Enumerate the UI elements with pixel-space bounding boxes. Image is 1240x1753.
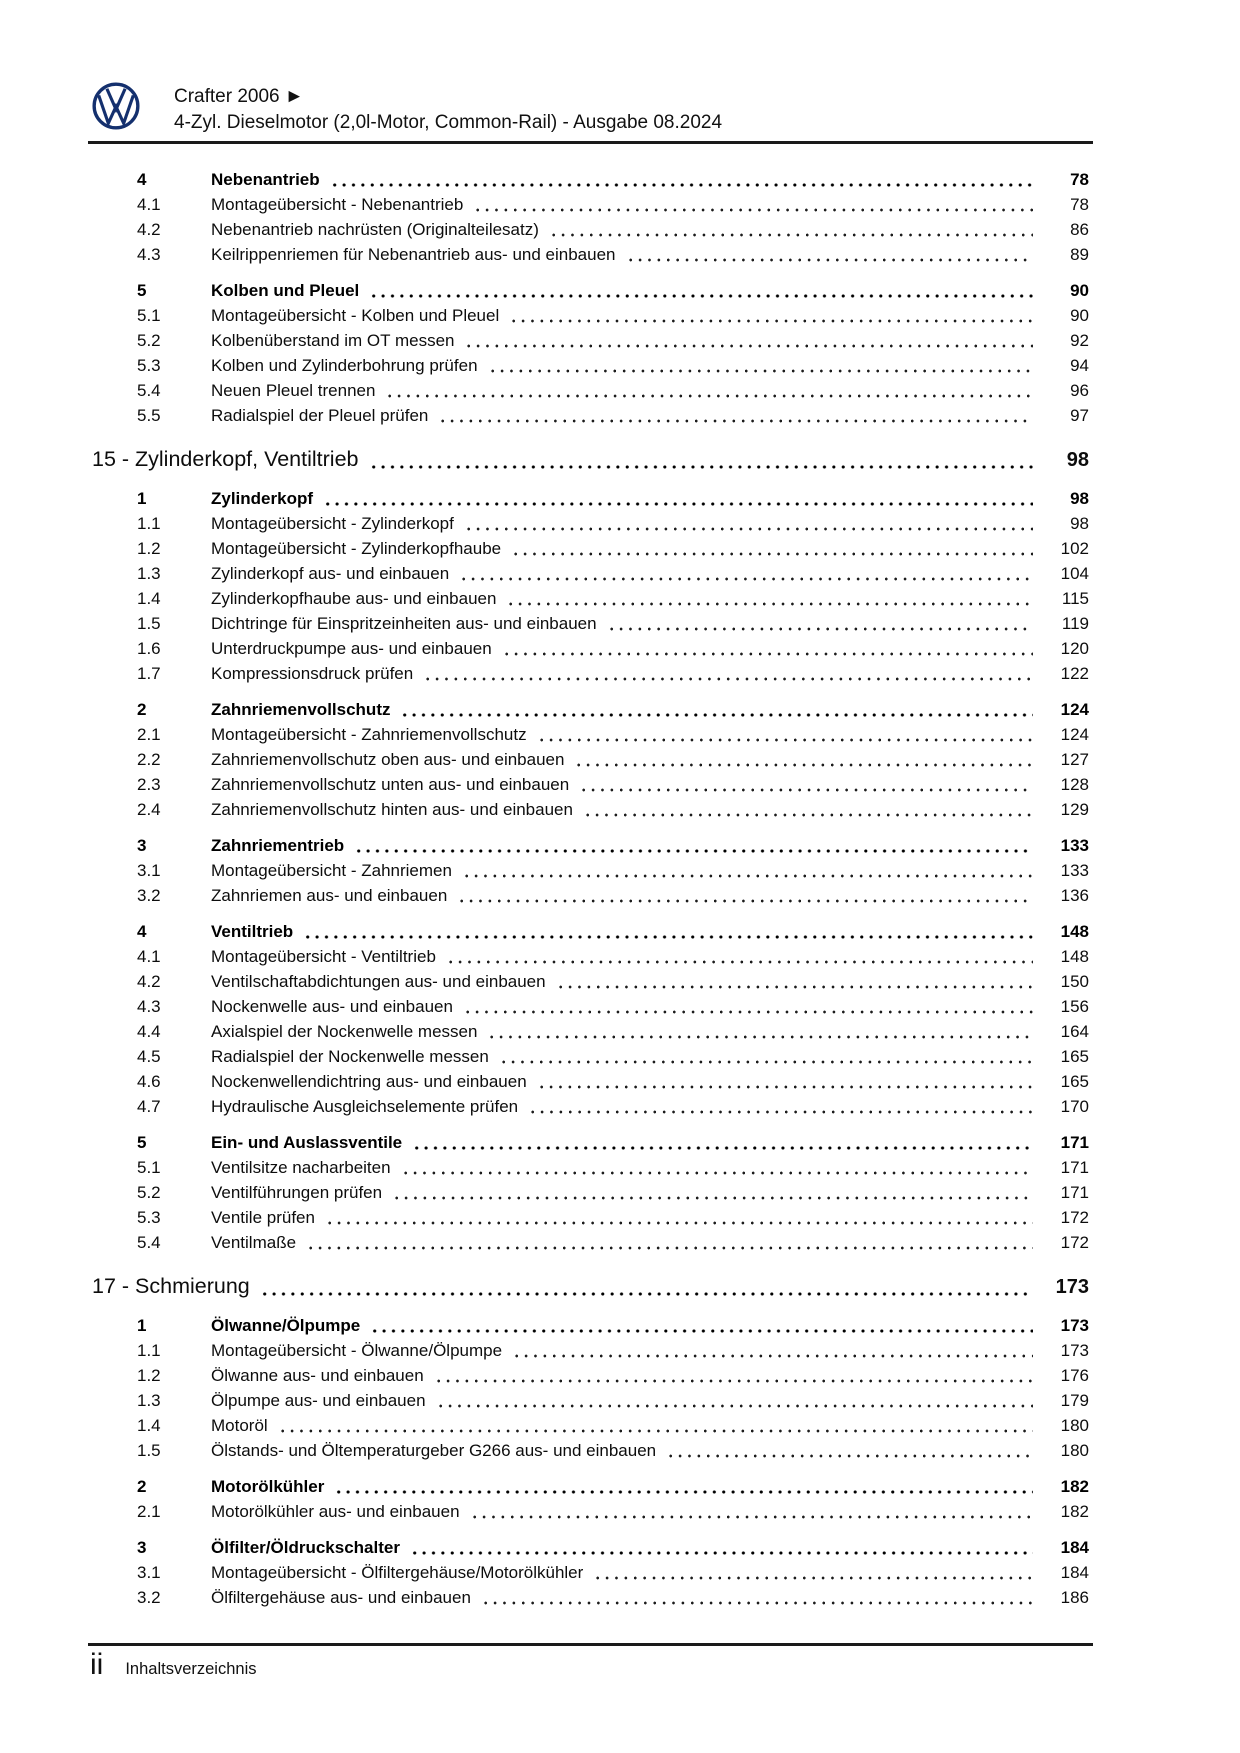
toc-entry xyxy=(92,403,1089,428)
dot-leader xyxy=(325,1221,1033,1225)
toc-chapter-heading xyxy=(92,1271,1089,1302)
toc-entry-number: 5.1 xyxy=(137,306,161,325)
toc-entry-number: 3.2 xyxy=(137,886,161,905)
toc-entry-title: Nockenwellendichtring aus- und einbauen xyxy=(211,1072,527,1091)
toc-entry-page: 104 xyxy=(1060,564,1089,583)
toc-entry-title: Ventile prüfen xyxy=(211,1208,315,1227)
toc-entry-number: 4.2 xyxy=(137,220,161,239)
dot-leader xyxy=(487,1035,1033,1039)
dot-leader xyxy=(330,183,1033,187)
dot-leader xyxy=(537,1085,1033,1089)
toc-entry-page: 128 xyxy=(1060,775,1089,794)
toc-entry xyxy=(92,1044,1089,1069)
toc-entry-number: 4.3 xyxy=(137,997,161,1016)
toc-entry-title: Montageübersicht - Ölwanne/Ölpumpe xyxy=(211,1341,503,1360)
toc-entry-number: 3.1 xyxy=(137,1563,161,1582)
toc-chapter-title: 15 - Zylinderkopf, Ventiltrieb xyxy=(92,447,359,471)
toc-entry-title: Nebenantrieb xyxy=(211,170,320,189)
toc-entry-page: 98 xyxy=(1070,514,1089,533)
toc-entry-page: 86 xyxy=(1070,220,1089,239)
dot-leader xyxy=(278,1429,1033,1433)
toc-entry-title: Montageübersicht - Nebenantrieb xyxy=(211,195,464,214)
toc-entry-number: 4.3 xyxy=(137,245,161,264)
toc-entry-title: Nockenwelle aus- und einbauen xyxy=(211,997,453,1016)
toc-entry-title: Ventiltrieb xyxy=(211,922,294,941)
dot-leader xyxy=(579,788,1033,792)
toc-entry-title: Motorölkühler xyxy=(211,1477,325,1496)
toc-entry-page: 122 xyxy=(1060,664,1089,683)
toc-entry-number: 1.5 xyxy=(137,614,161,633)
toc-entry xyxy=(92,1388,1089,1413)
toc-entry-page: 96 xyxy=(1070,381,1089,400)
toc-entry-title: Dichtringe für Einspritzeinheiten aus- und einbauen xyxy=(211,614,597,633)
dot-leader xyxy=(385,394,1033,398)
toc-entry-title: Zahnriemen aus- und einbauen xyxy=(211,886,448,905)
toc-entry xyxy=(92,167,1089,192)
toc-entry-title: Ölstands- und Öltemperaturgeber G266 aus- und einbauen xyxy=(211,1441,657,1460)
toc-entry-number: 3.2 xyxy=(137,1588,161,1607)
header-subtitle-line: 4-Zyl. Dieselmotor (2,0l-Motor, Common-Rail) - Ausgabe 08.2024 xyxy=(174,112,723,133)
dot-leader xyxy=(556,985,1033,989)
toc-entry-title: Ölpumpe aus- und einbauen xyxy=(211,1391,426,1410)
dot-leader xyxy=(459,577,1033,581)
toc-entry xyxy=(92,661,1089,686)
dot-leader xyxy=(488,369,1033,373)
toc-entry-number: 5.3 xyxy=(137,356,161,375)
toc-entry-number: 1.6 xyxy=(137,639,161,658)
toc-entry xyxy=(92,944,1089,969)
toc-entry-title: Kolben und Pleuel xyxy=(211,281,360,300)
toc-entry-number: 1 xyxy=(137,1316,147,1335)
toc-entry-page: 171 xyxy=(1060,1158,1089,1177)
dot-leader xyxy=(334,1490,1033,1494)
toc-entry-title: Hydraulische Ausgleichselemente prüfen xyxy=(211,1097,519,1116)
dot-leader xyxy=(549,233,1033,237)
dot-leader xyxy=(370,1329,1033,1333)
toc-entry xyxy=(92,278,1089,303)
toc-entry-page: 119 xyxy=(1061,614,1089,633)
toc-chapter-title: 17 - Schmierung xyxy=(92,1274,250,1298)
vw-logo-icon xyxy=(92,82,140,130)
toc-entry xyxy=(92,561,1089,586)
footer-page-number: ii xyxy=(90,1648,104,1681)
toc-entry xyxy=(92,858,1089,883)
footer xyxy=(90,1646,257,1684)
toc-entry-page: 165 xyxy=(1060,1047,1089,1066)
toc xyxy=(92,156,1089,1610)
dot-leader xyxy=(464,527,1033,531)
toc-entry-title: Ventilmaße xyxy=(211,1233,297,1252)
toc-entry xyxy=(92,772,1089,797)
toc-entry-number: 5.2 xyxy=(137,331,161,350)
dot-leader xyxy=(260,1292,1033,1296)
toc-entry-page: 165 xyxy=(1060,1072,1089,1091)
toc-entry-number: 2.1 xyxy=(137,725,161,744)
toc-entry-page: 171 xyxy=(1060,1183,1089,1202)
toc-entry-page: 173 xyxy=(1060,1316,1089,1335)
dot-leader xyxy=(434,1379,1033,1383)
toc-entry-title: Axialspiel der Nockenwelle messen xyxy=(211,1022,478,1041)
toc-entry-title: Unterdruckpumpe aus- und einbauen xyxy=(211,639,492,658)
toc-entry-page: 180 xyxy=(1060,1416,1089,1435)
dot-leader xyxy=(303,935,1033,939)
dot-leader xyxy=(412,1146,1033,1150)
dot-leader xyxy=(436,1404,1033,1408)
toc-entry-number: 1.2 xyxy=(137,539,161,558)
toc-entry xyxy=(92,486,1089,511)
dot-leader xyxy=(323,502,1033,506)
toc-entry xyxy=(92,1585,1089,1610)
toc-entry-title: Motoröl xyxy=(211,1416,268,1435)
dot-leader xyxy=(499,1060,1033,1064)
dot-leader xyxy=(512,1354,1033,1358)
toc-entry-number: 5.3 xyxy=(137,1208,161,1227)
dot-leader xyxy=(506,602,1033,606)
toc-entry xyxy=(92,1230,1089,1255)
toc-entry-page: 124 xyxy=(1060,700,1089,719)
toc-entry xyxy=(92,328,1089,353)
toc-entry-page: 173 xyxy=(1060,1341,1089,1360)
toc-entry-number: 5.4 xyxy=(137,381,161,400)
dot-leader xyxy=(470,1515,1033,1519)
toc-entry xyxy=(92,192,1089,217)
toc-entry-title: Montageübersicht - Ölfiltergehäuse/Motorölkühler xyxy=(211,1563,584,1582)
toc-entry-number: 1.4 xyxy=(137,1416,161,1435)
toc-entry-page: 92 xyxy=(1070,331,1089,350)
toc-entry-title: Zahnriemenvollschutz unten aus- und einbauen xyxy=(211,775,570,794)
toc-entry-page: 170 xyxy=(1060,1097,1089,1116)
toc-entry xyxy=(92,1019,1089,1044)
toc-entry-page: 78 xyxy=(1070,170,1089,189)
toc-entry-number: 4 xyxy=(137,922,147,941)
toc-entry-page: 171 xyxy=(1060,1133,1089,1152)
toc-entry xyxy=(92,511,1089,536)
toc-entry-number: 5.5 xyxy=(137,406,161,425)
dot-leader xyxy=(457,899,1033,903)
toc-entry-number: 4.1 xyxy=(137,195,161,214)
toc-entry xyxy=(92,611,1089,636)
dot-leader xyxy=(354,849,1033,853)
toc-entry-title: Montageübersicht - Kolben und Pleuel xyxy=(211,306,500,325)
toc-entry-title: Montageübersicht - Zylinderkopf xyxy=(211,514,454,533)
toc-entry-page: 156 xyxy=(1060,997,1089,1016)
dot-leader xyxy=(626,258,1034,262)
toc-entry-number: 2.2 xyxy=(137,750,161,769)
dot-leader xyxy=(583,813,1033,817)
dot-leader xyxy=(462,874,1033,878)
toc-entry-page: 115 xyxy=(1061,589,1089,608)
toc-entry-title: Ein- und Auslassventile xyxy=(211,1133,403,1152)
toc-entry-title: Zahnriemenvollschutz hinten aus- und einbauen xyxy=(211,800,573,819)
toc-entry-page: 136 xyxy=(1060,886,1089,905)
toc-chapter-page: 98 xyxy=(1066,449,1089,471)
dot-leader xyxy=(666,1454,1033,1458)
toc-entry-title: Motorölkühler aus- und einbauen xyxy=(211,1502,460,1521)
toc-entry-title: Keilrippenriemen für Nebenantrieb aus- und einbauen xyxy=(211,245,616,264)
toc-entry-page: 78 xyxy=(1070,195,1089,214)
toc-entry xyxy=(92,636,1089,661)
dot-leader xyxy=(607,627,1033,631)
toc-entry-page: 179 xyxy=(1060,1391,1089,1410)
toc-entry xyxy=(92,883,1089,908)
dot-leader xyxy=(306,1246,1033,1250)
toc-entry xyxy=(92,722,1089,747)
dot-leader xyxy=(511,552,1033,556)
toc-entry-title: Montageübersicht - Zahnriemenvollschutz xyxy=(211,725,527,744)
toc-entry xyxy=(92,833,1089,858)
toc-entry-title: Zahnriemenvollschutz xyxy=(211,700,391,719)
dot-leader xyxy=(574,763,1033,767)
toc-entry-page: 129 xyxy=(1060,800,1089,819)
footer-label: Inhaltsverzeichnis xyxy=(125,1660,257,1678)
toc-entry-page: 97 xyxy=(1070,406,1089,425)
toc-entry-title: Montageübersicht - Ventiltrieb xyxy=(211,947,436,966)
toc-entry xyxy=(92,1205,1089,1230)
toc-entry xyxy=(92,1474,1089,1499)
toc-entry-title: Kolben und Zylinderbohrung prüfen xyxy=(211,356,478,375)
toc-entry-page: 94 xyxy=(1070,356,1089,375)
toc-entry-title: Radialspiel der Pleuel prüfen xyxy=(211,406,429,425)
toc-entry-page: 133 xyxy=(1060,861,1089,880)
toc-entry-title: Montageübersicht - Zylinderkopfhaube xyxy=(211,539,502,558)
toc-entry-page: 133 xyxy=(1060,836,1089,855)
toc-entry-title: Ölfilter/Öldruckschalter xyxy=(211,1538,400,1557)
header-rule xyxy=(88,141,1093,144)
toc-entry-number: 1.7 xyxy=(137,664,161,683)
toc-entry-page: 148 xyxy=(1060,947,1089,966)
toc-entry-title: Ventilsitze nacharbeiten xyxy=(211,1158,391,1177)
toc-entry-number: 4.5 xyxy=(137,1047,161,1066)
toc-entry xyxy=(92,1069,1089,1094)
toc-entry xyxy=(92,1499,1089,1524)
toc-entry-number: 1.2 xyxy=(137,1366,161,1385)
toc-chapter-page: 173 xyxy=(1055,1276,1089,1298)
toc-entry-number: 5 xyxy=(137,281,147,300)
header-model-line: Crafter 2006 ► xyxy=(174,86,304,107)
toc-entry-number: 4.4 xyxy=(137,1022,161,1041)
toc-entry-number: 5.4 xyxy=(137,1233,161,1252)
header xyxy=(174,84,722,136)
dot-leader xyxy=(392,1196,1033,1200)
toc-entry-number: 1.1 xyxy=(137,514,161,533)
toc-entry-page: 182 xyxy=(1060,1477,1089,1496)
toc-entry-title: Ventilschaftabdichtungen aus- und einbauen xyxy=(211,972,546,991)
dot-leader xyxy=(369,294,1033,298)
dot-leader xyxy=(537,738,1033,742)
dot-leader xyxy=(438,419,1033,423)
toc-entry xyxy=(92,1338,1089,1363)
toc-chapter-heading xyxy=(92,444,1089,475)
toc-entry-title: Zahnriementrieb xyxy=(211,836,345,855)
toc-entry xyxy=(92,994,1089,1019)
toc-entry-number: 5 xyxy=(137,1133,147,1152)
toc-entry xyxy=(92,1313,1089,1338)
toc-entry-number: 4.2 xyxy=(137,972,161,991)
vw-logo-svg xyxy=(92,82,140,130)
toc-entry xyxy=(92,242,1089,267)
toc-entry-number: 5.1 xyxy=(137,1158,161,1177)
toc-entry-title: Nebenantrieb nachrüsten (Originalteilesatz) xyxy=(211,220,539,239)
dot-leader xyxy=(369,465,1034,469)
toc-entry xyxy=(92,217,1089,242)
toc-entry-page: 164 xyxy=(1060,1022,1089,1041)
toc-entry xyxy=(92,1363,1089,1388)
toc-entry-page: 172 xyxy=(1060,1208,1089,1227)
dot-leader xyxy=(401,1171,1033,1175)
toc-entry-number: 2.3 xyxy=(137,775,161,794)
dot-leader xyxy=(502,652,1033,656)
toc-entry xyxy=(92,1413,1089,1438)
toc-entry xyxy=(92,1535,1089,1560)
toc-entry-title: Zylinderkopf xyxy=(211,489,314,508)
toc-entry xyxy=(92,586,1089,611)
toc-entry-page: 182 xyxy=(1060,1502,1089,1521)
toc-entry-page: 90 xyxy=(1070,281,1089,300)
dot-leader xyxy=(593,1576,1033,1580)
dot-leader xyxy=(400,713,1033,717)
toc-entry xyxy=(92,1155,1089,1180)
toc-entry-page: 176 xyxy=(1060,1366,1089,1385)
toc-entry-page: 89 xyxy=(1070,245,1089,264)
dot-leader xyxy=(446,960,1033,964)
toc-entry xyxy=(92,303,1089,328)
toc-entry-page: 172 xyxy=(1060,1233,1089,1252)
toc-entry-page: 127 xyxy=(1060,750,1089,769)
toc-entry xyxy=(92,919,1089,944)
toc-entry-title: Ventilführungen prüfen xyxy=(211,1183,383,1202)
toc-entry-title: Neuen Pleuel trennen xyxy=(211,381,376,400)
toc-entry-title: Ölwanne aus- und einbauen xyxy=(211,1366,424,1385)
toc-entry-number: 2 xyxy=(137,700,147,719)
toc-entry-number: 4.7 xyxy=(137,1097,161,1116)
toc-entry-title: Kolbenüberstand im OT messen xyxy=(211,331,455,350)
toc-entry-number: 4.1 xyxy=(137,947,161,966)
toc-entry xyxy=(92,1180,1089,1205)
toc-entry-number: 5.2 xyxy=(137,1183,161,1202)
dot-leader xyxy=(410,1551,1033,1555)
toc-entry xyxy=(92,1094,1089,1119)
toc-entry xyxy=(92,353,1089,378)
toc-entry-title: Montageübersicht - Zahnriemen xyxy=(211,861,452,880)
toc-entry-page: 148 xyxy=(1060,922,1089,941)
dot-leader xyxy=(528,1110,1033,1114)
toc-entry xyxy=(92,1130,1089,1155)
toc-entry-number: 3 xyxy=(137,1538,147,1557)
dot-leader xyxy=(481,1601,1033,1605)
toc-entry-title: Zylinderkopf aus- und einbauen xyxy=(211,564,450,583)
toc-entry xyxy=(92,747,1089,772)
toc-entry-number: 4 xyxy=(137,170,147,189)
toc-entry-page: 90 xyxy=(1070,306,1089,325)
toc-entry xyxy=(92,797,1089,822)
toc-entry-number: 2 xyxy=(137,1477,147,1496)
toc-entry-number: 3 xyxy=(137,836,147,855)
toc-entry-number: 1 xyxy=(137,489,147,508)
toc-entry xyxy=(92,969,1089,994)
toc-entry-number: 1.3 xyxy=(137,564,161,583)
toc-entry-page: 150 xyxy=(1060,972,1089,991)
toc-entry xyxy=(92,378,1089,403)
toc-entry-page: 186 xyxy=(1060,1588,1089,1607)
toc-entry-page: 180 xyxy=(1060,1441,1089,1460)
toc-entry-title: Zahnriemenvollschutz oben aus- und einbauen xyxy=(211,750,565,769)
toc-entry-title: Kompressionsdruck prüfen xyxy=(211,664,414,683)
toc-entry-number: 1.5 xyxy=(137,1441,161,1460)
toc-entry-number: 2.4 xyxy=(137,800,161,819)
toc-entry-page: 184 xyxy=(1060,1538,1089,1557)
toc-entry xyxy=(92,536,1089,561)
toc-entry-page: 102 xyxy=(1060,539,1089,558)
toc-entry-page: 120 xyxy=(1060,639,1089,658)
dot-leader xyxy=(423,677,1033,681)
toc-entry-number: 2.1 xyxy=(137,1502,161,1521)
toc-entry xyxy=(92,1438,1089,1463)
toc-entry xyxy=(92,1560,1089,1585)
toc-entry-title: Zylinderkopfhaube aus- und einbauen xyxy=(211,589,497,608)
toc-entry-number: 1.4 xyxy=(137,589,161,608)
toc-entry-page: 124 xyxy=(1060,725,1089,744)
toc-entry-title: Ölwanne/Ölpumpe xyxy=(211,1316,361,1335)
dot-leader xyxy=(463,1010,1033,1014)
toc-entry-number: 3.1 xyxy=(137,861,161,880)
dot-leader xyxy=(464,344,1033,348)
toc-entry-page: 184 xyxy=(1060,1563,1089,1582)
toc-entry-number: 1.1 xyxy=(137,1341,161,1360)
toc-entry-number: 1.3 xyxy=(137,1391,161,1410)
toc-entry-title: Radialspiel der Nockenwelle messen xyxy=(211,1047,489,1066)
dot-leader xyxy=(473,208,1033,212)
toc-entry xyxy=(92,697,1089,722)
dot-leader xyxy=(509,319,1033,323)
toc-entry-number: 4.6 xyxy=(137,1072,161,1091)
toc-entry-page: 98 xyxy=(1070,489,1089,508)
toc-entry-title: Ölfiltergehäuse aus- und einbauen xyxy=(211,1588,471,1607)
